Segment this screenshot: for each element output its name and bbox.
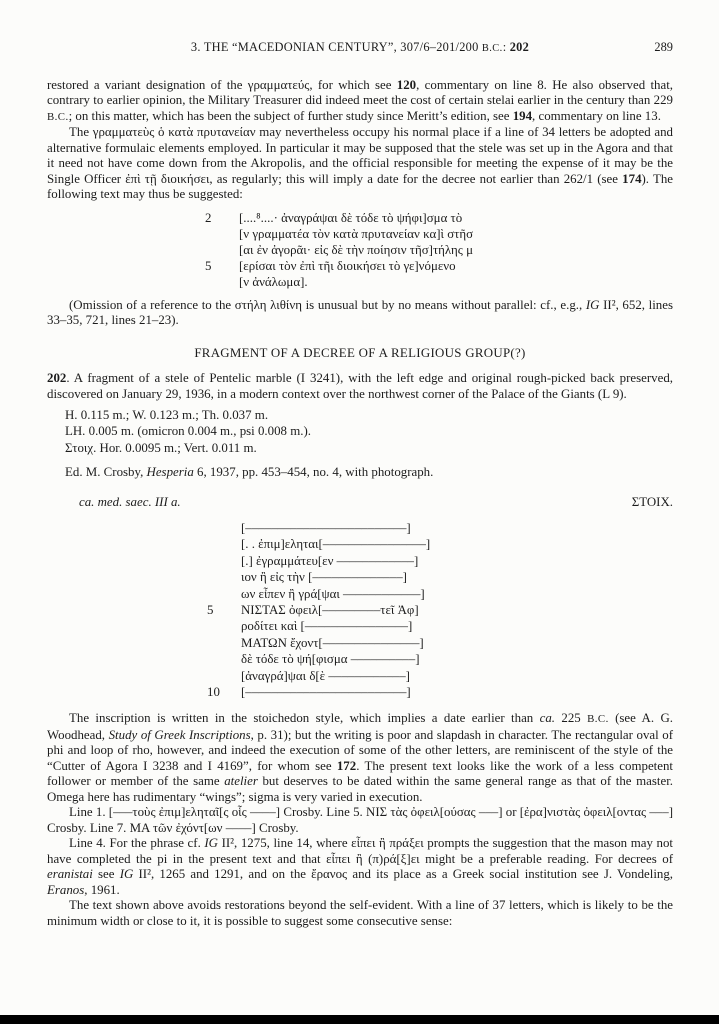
inscription-line bbox=[207, 668, 673, 684]
section-heading: FRAGMENT OF A DECREE OF A RELIGIOUS GROUP(?) bbox=[194, 345, 526, 360]
line-text: [ν ἀνάλωμα]. bbox=[239, 274, 308, 289]
line-number bbox=[207, 651, 241, 667]
text-line bbox=[205, 242, 673, 258]
text-line bbox=[205, 258, 673, 274]
date-row bbox=[47, 495, 673, 511]
line-text: ΝΙΣΤΑΣ ὀφειλ[–––––––––τεῖ Ἀφ] bbox=[241, 602, 419, 617]
line-number: 5 bbox=[205, 258, 212, 273]
line-text: δὲ τόδε τὸ ψή[φισμα ––––––––––] bbox=[241, 652, 420, 667]
line-text: [. . ἐπιμ]εληται[––––––––––––––––] bbox=[241, 537, 431, 552]
inscription-line bbox=[207, 602, 673, 618]
text-line bbox=[205, 274, 673, 290]
line-number: 5 bbox=[207, 602, 214, 617]
stoichedon-label: ΣΤΟΙΧ. bbox=[631, 495, 673, 510]
line-text: [ερίσαι τὸν ἐπὶ τῆι διοικήσει τὸ γε]νόμενο bbox=[239, 258, 456, 273]
line-text: [....⁸....· ἀναγράψαι δὲ τόδε τὸ ψήφι]σμα τὸ bbox=[239, 210, 463, 225]
inscription-line bbox=[207, 684, 673, 700]
line-text: ων εἶπεν ἢ γρά[ψαι ––––––––––––] bbox=[241, 586, 425, 601]
paragraph-grammateus: The γραμματεὺς ὁ κατὰ πρυτανείαν may nevertheless occupy his normal place if a line of 34 letters be adopted and alternative formulaic elements employed. In particular it may be supposed that the stele was set up in the Agora and that it need not have come down from the Akropolis, and the official responsible for meeting the expense of it may be the Single Officer ἐπὶ τῇ διοικήσει, as regularly; this will imply a date for the decree not earlier than 262/1 (see 174). The following text may thus be suggested: bbox=[47, 125, 674, 201]
line-number bbox=[205, 242, 239, 258]
line-number bbox=[207, 520, 241, 536]
paragraph-closing: The text shown above avoids restorations beyond the self-evident. With a line of 37 letters, which is likely to be the minimum width or close to it, it is possible to suggest some consecutive sense: bbox=[47, 898, 673, 928]
line-number bbox=[205, 274, 239, 290]
edition-line: Ed. M. Crosby, Hesperia 6, 1937, pp. 453–454, no. 4, with photograph. bbox=[65, 464, 434, 479]
paragraph-apparatus: Line 1. [–––τοὺς ἐπιμ]εληταῖ[ς οἷς ––––] Crosby. Line 5. ΝΙΣ τὰς ὀφειλ[ούσας –––] or [ἐρα]νιστὰς ὀφειλ[οντας –––] Crosby. Line 7. ΜΑ τῶν ἐχόντ[ων ––––] Crosby. bbox=[47, 805, 673, 835]
line-text: [ἀναγρά]ψαι δ[ὲ ––––––––––––] bbox=[241, 668, 410, 683]
chapter-title: 3. THE “MACEDONIAN CENTURY”, 307/6–201/200 B.C.: 202 bbox=[190, 40, 530, 54]
restored-text-block bbox=[205, 210, 673, 290]
line-text: ιον ἢ εἰς τὴν [––––––––––––––] bbox=[241, 570, 407, 585]
bottom-scan-bar bbox=[0, 1015, 719, 1024]
inscription-line bbox=[207, 586, 673, 602]
paragraph-omission: (Omission of a reference to the στήλη λιθίνη is unusual but by no means without parallel: cf., e.g., IG II², 652, lines 33–35, 721, lines 21–23). bbox=[47, 297, 673, 327]
inscription-line bbox=[207, 651, 673, 667]
line-text: [–––––––––––––––––––––––––] bbox=[241, 684, 411, 699]
inscription-line bbox=[207, 635, 673, 651]
line-number bbox=[207, 569, 241, 585]
line-number bbox=[207, 536, 241, 552]
paragraph-stoichedon-discussion: The inscription is written in the stoichedon style, which implies a date earlier than ca. 225 B.C. (see A. G. Woodhead, Study of Greek Inscriptions, p. 31); but the writing is poor and slapdash in character. The rectangular oval of phi and loop of rho, however, and indeed the execution of some of the other letters, are reminiscent of the style of the “Cutter of Agora I 3238 and I 4169”, for whom see 172. The present text looks like the work of a less competent follower or member of the same atelier but deserves to be dated within the same general range as that of the master. Omega here has rudimentary “wings”; sigma is very varied in execution. bbox=[47, 711, 674, 804]
paragraph-line4-note: Line 4. For the phrase cf. IG II², 1275, line 14, where εἶπει ἢ πράξει prompts the suggestion that the mason may not have completed the pi in the present text and that εἶπει ἢ (π)ρά[ξ]ει might be a preferable reading. For decrees of eranistai see IG II², 1265 and 1291, and on the ἔρανος and its place as a Greek social institution see J. Vondeling, Eranos, 1961. bbox=[47, 836, 674, 897]
running-header bbox=[47, 40, 673, 57]
inscription-block bbox=[207, 520, 673, 700]
inscription-line bbox=[207, 536, 673, 552]
line-text: [.] ἐγραμμάτευ[εν ––––––––––––] bbox=[241, 553, 419, 568]
inscription-line bbox=[207, 520, 673, 536]
line-number: 10 bbox=[207, 684, 220, 699]
line-text: ροδίτει καὶ [––––––––––––––––] bbox=[241, 619, 413, 634]
entry-202-description: 202. A fragment of a stele of Pentelic marble (I 3241), with the left edge and original rough-picked back preserved, discovered on January 29, 1936, in a modern context over the northwest corner of the Palace of the Giants (L 9). bbox=[47, 371, 673, 401]
measurement-line: LH. 0.005 m. (omicron 0.004 m., psi 0.008 m.). bbox=[65, 424, 311, 439]
page-number: 289 bbox=[654, 40, 673, 54]
line-number bbox=[207, 668, 241, 684]
line-number bbox=[205, 226, 239, 242]
measurement-line: H. 0.115 m.; W. 0.123 m.; Th. 0.037 m. bbox=[65, 408, 269, 422]
inscription-line bbox=[207, 618, 673, 634]
measurement-line: Στοιχ. Hor. 0.0095 m.; Vert. 0.011 m. bbox=[65, 440, 257, 455]
line-number bbox=[207, 635, 241, 651]
text-line bbox=[205, 210, 673, 226]
inscription-line bbox=[207, 569, 673, 585]
line-text: [–––––––––––––––––––––––––] bbox=[241, 520, 411, 535]
line-text: ΜΑΤΩΝ ἔχοντ[–––––––––––––––] bbox=[241, 635, 424, 650]
line-number: 2 bbox=[205, 210, 212, 225]
line-text: [αι ἐν ἀγορᾶι· εἰς δὲ τὴν ποίησιν τῆσ]τήλης μ bbox=[239, 242, 473, 257]
line-text: [ν γραμματέα τὸν κατὰ πρυτανείαν κα]ὶ στῆσ bbox=[239, 226, 474, 241]
paragraph-restored-variant: restored a variant designation of the γραμματεύς, for which see 120, commentary on line 8. He also observed that, contrary to earlier opinion, the Military Treasurer did indeed meet the cost of certain stelai earlier in the century than 229 B.C.; on this matter, which has been the subject of further study since Meritt’s edition, see 194, commentary on line 13. bbox=[47, 77, 673, 123]
line-number bbox=[207, 618, 241, 634]
date-label: ca. med. saec. III a. bbox=[79, 495, 181, 510]
measurements bbox=[65, 407, 673, 456]
inscription-line bbox=[207, 553, 673, 569]
text-line bbox=[205, 226, 673, 242]
line-number bbox=[207, 586, 241, 602]
line-number bbox=[207, 553, 241, 569]
